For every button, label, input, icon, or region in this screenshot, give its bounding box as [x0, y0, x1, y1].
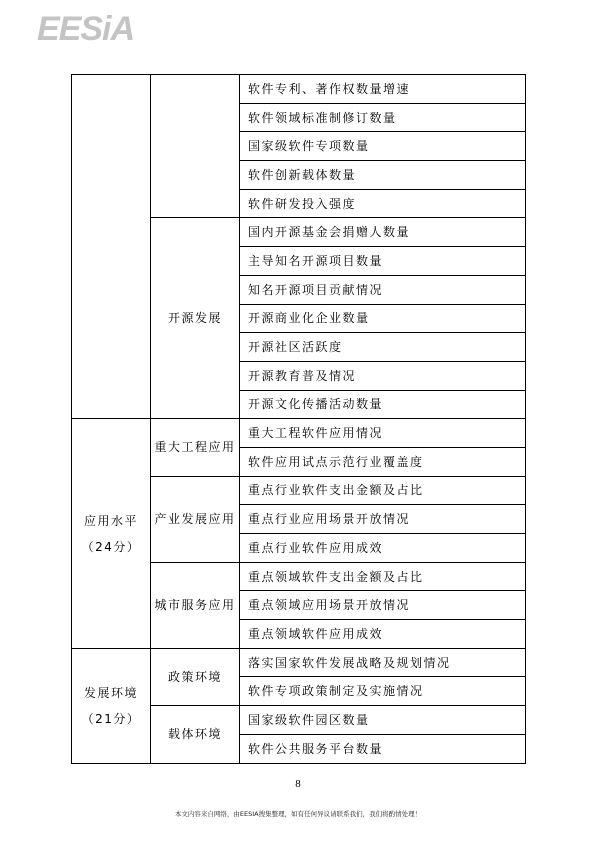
- indicator-cell: 重大工程软件应用情况: [240, 419, 526, 448]
- indicator-cell: 重点领域应用场景开放情况: [240, 591, 526, 620]
- indicator-cell: 国内开源基金会捐赠人数量: [240, 218, 526, 247]
- indicator-cell: 主导知名开源项目数量: [240, 247, 526, 276]
- indicator-cell: 国家级软件园区数量: [240, 706, 526, 735]
- indicator-cell: 重点行业软件支出金额及占比: [240, 476, 526, 505]
- category-name: 发展环境: [83, 685, 138, 700]
- table-row: [72, 419, 526, 448]
- category-application: [72, 419, 151, 649]
- subcategory-cell: 城市服务应用: [151, 562, 240, 648]
- category-score: （21分）: [81, 711, 141, 726]
- category-score: （24分）: [81, 539, 141, 554]
- indicator-cell: 软件专利、著作权数量增速: [240, 75, 526, 104]
- subcategory-open-source: 开源发展: [151, 218, 240, 419]
- category-environment: [72, 648, 151, 763]
- indicator-cell: 重点行业应用场景开放情况: [240, 505, 526, 534]
- category-cell-continued: [72, 75, 151, 419]
- indicator-cell: 软件应用试点示范行业覆盖度: [240, 447, 526, 476]
- indicator-cell: 重点领域软件应用成效: [240, 620, 526, 649]
- subcategory-cell-continued: [151, 75, 240, 218]
- indicator-cell: 国家级软件专项数量: [240, 132, 526, 161]
- table-row: [72, 75, 526, 104]
- indicator-cell: 重点行业软件应用成效: [240, 534, 526, 563]
- indicator-cell: 开源文化传播活动数量: [240, 390, 526, 419]
- indicator-cell: 重点领域软件支出金额及占比: [240, 562, 526, 591]
- indicator-cell: 软件创新载体数量: [240, 161, 526, 190]
- subcategory-cell: 载体环境: [151, 706, 240, 763]
- category-name: 应用水平: [83, 513, 138, 528]
- page-number: 8: [295, 778, 301, 790]
- subcategory-cell: 产业发展应用: [151, 476, 240, 562]
- evaluation-table: [71, 74, 526, 764]
- indicator-cell: 软件研发投入强度: [240, 189, 526, 218]
- indicator-cell: 开源商业化企业数量: [240, 304, 526, 333]
- indicator-cell: 开源教育普及情况: [240, 361, 526, 390]
- indicator-cell: 软件领域标准制修订数量: [240, 103, 526, 132]
- indicator-cell: 落实国家软件发展战略及规划情况: [240, 648, 526, 677]
- subcategory-cell: 政策环境: [151, 648, 240, 705]
- indicator-cell: 知名开源项目贡献情况: [240, 275, 526, 304]
- indicator-cell: 软件公共服务平台数量: [240, 734, 526, 763]
- indicator-cell: 开源社区活跃度: [240, 333, 526, 362]
- table-row: [72, 648, 526, 677]
- indicator-cell: 软件专项政策制定及实施情况: [240, 677, 526, 706]
- footer-note: 本文内容来自网络，由EESIA搜集整理，如有任何异议请联系我们，我们将酌情处理！: [174, 810, 422, 818]
- eesia-logo: EESiA: [37, 10, 135, 48]
- subcategory-cell: 重大工程应用: [151, 419, 240, 476]
